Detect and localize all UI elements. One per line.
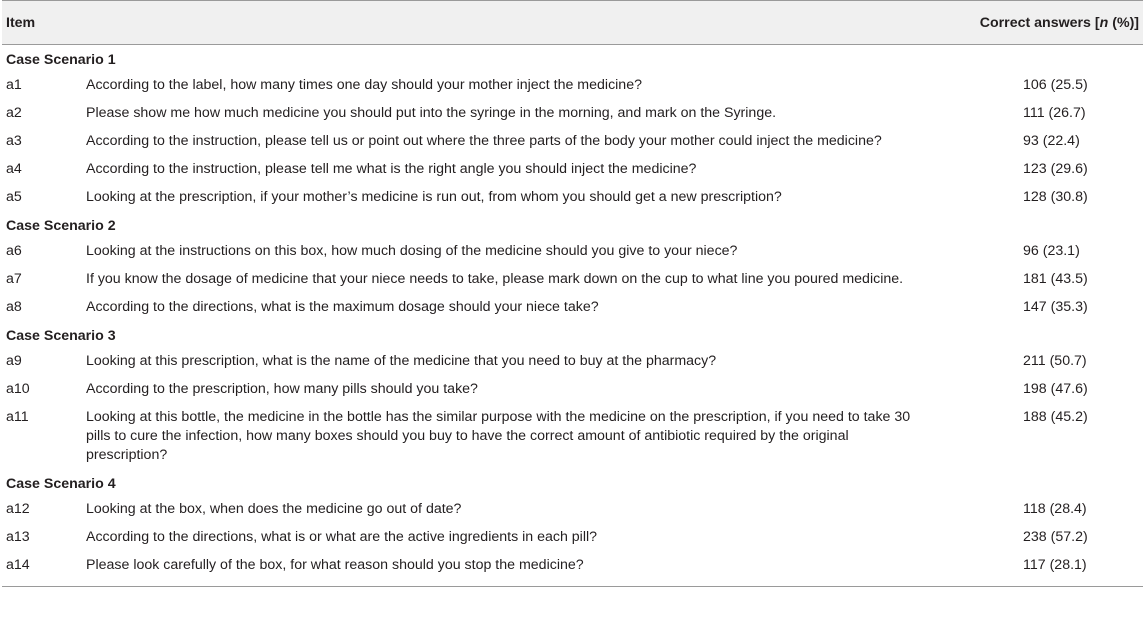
table-header — [2, 1, 1143, 45]
item-id: a12 — [6, 501, 30, 517]
item-id: a14 — [2, 551, 82, 587]
header-answers-suffix: (%)] — [1108, 14, 1140, 31]
section-row — [2, 211, 1143, 237]
table-row — [2, 127, 1143, 155]
results-table — [2, 0, 1143, 587]
correct-answers-value: 106 (25.5) — [1023, 77, 1088, 93]
table-row — [2, 551, 1143, 587]
question-text: According to the label, how many times one day should your mother inject the medicine? — [86, 77, 642, 93]
header-correct-answers — [932, 1, 1143, 45]
table-row — [2, 183, 1143, 211]
correct-answers-value: 188 (45.2) — [1023, 409, 1088, 425]
table-row — [2, 347, 1143, 375]
question-text: According to the prescription, how many pills should you take? — [86, 381, 478, 397]
section-title: Case Scenario 1 — [6, 52, 116, 68]
correct-answers-value: 93 (22.4) — [1023, 133, 1080, 149]
correct-answers-value: 117 (28.1) — [932, 551, 1143, 587]
item-id: a13 — [6, 529, 30, 545]
correct-answers-value: 96 (23.1) — [1023, 243, 1080, 259]
table-row — [2, 71, 1143, 99]
section-row — [2, 321, 1143, 347]
item-id: a4 — [6, 161, 22, 177]
item-id: a8 — [6, 299, 22, 315]
question-text: According to the directions, what is or what are the active ingredients in each pill? — [86, 529, 598, 545]
section-row — [2, 469, 1143, 495]
table-row — [2, 99, 1143, 127]
question-text: Looking at the prescription, if your mother’s medicine is run out, from whom you should get a new prescription? — [86, 189, 782, 205]
section-title: Case Scenario 2 — [6, 218, 116, 234]
section-title: Case Scenario 4 — [6, 476, 116, 492]
question-text: Looking at the instructions on this box, how much dosing of the medicine should you give to your niece? — [86, 243, 738, 259]
table-row — [2, 237, 1143, 265]
header-row — [2, 1, 1143, 45]
question-text: Looking at this bottle, the medicine in the bottle has the similar purpose with the medicine on the prescription, if you need to take 30 pills to cure the infection, how many boxes should you buy to have the correct amount of antibiotic required by the original prescription? — [86, 409, 911, 463]
table-row — [2, 155, 1143, 183]
correct-answers-value: 181 (43.5) — [1023, 271, 1088, 287]
item-id: a6 — [6, 243, 22, 259]
table-row — [2, 265, 1143, 293]
table-row — [2, 523, 1143, 551]
table-body — [2, 45, 1143, 587]
correct-answers-value: 198 (47.6) — [1023, 381, 1088, 397]
item-id: a1 — [6, 77, 22, 93]
table-row — [2, 403, 1143, 469]
header-answers-prefix: Correct answers [ — [979, 14, 1100, 31]
question-text: Looking at the box, when does the medicine go out of date? — [86, 501, 462, 517]
header-answers-n: n — [1099, 14, 1109, 31]
results-table-container — [2, 0, 1143, 587]
section-row — [2, 45, 1143, 72]
correct-answers-value: 128 (30.8) — [1023, 189, 1088, 205]
item-id: a11 — [6, 409, 29, 425]
correct-answers-value: 238 (57.2) — [1023, 529, 1088, 545]
correct-answers-value: 147 (35.3) — [1023, 299, 1088, 315]
item-id: a3 — [6, 133, 22, 149]
item-id: a5 — [6, 189, 22, 205]
item-id: a10 — [6, 381, 30, 397]
section-title: Case Scenario 3 — [6, 328, 116, 344]
correct-answers-value: 118 (28.4) — [1023, 501, 1087, 517]
table-row — [2, 495, 1143, 523]
correct-answers-value: 123 (29.6) — [1023, 161, 1088, 177]
question-text: According to the directions, what is the maximum dosage should your niece take? — [86, 299, 599, 315]
correct-answers-value: 211 (50.7) — [1023, 353, 1087, 369]
question-text: If you know the dosage of medicine that your niece needs to take, please mark down on the cup to what line you poured medicine. — [86, 271, 904, 287]
correct-answers-value: 111 (26.7) — [1023, 105, 1086, 121]
header-item: Item — [2, 1, 932, 45]
item-id: a9 — [6, 353, 22, 369]
question-text: Please show me how much medicine you should put into the syringe in the morning, and mark on the Syringe. — [86, 105, 777, 121]
table-row — [2, 293, 1143, 321]
question-text: According to the instruction, please tell us or point out where the three parts of the body your mother could inject the medicine? — [86, 133, 882, 149]
question-text: According to the instruction, please tell me what is the right angle you should inject the medicine? — [86, 161, 697, 177]
item-id: a7 — [6, 271, 22, 287]
question-text: Please look carefully of the box, for what reason should you stop the medicine? — [82, 551, 932, 587]
table-row — [2, 375, 1143, 403]
item-id: a2 — [6, 105, 22, 121]
question-text: Looking at this prescription, what is the name of the medicine that you need to buy at the pharmacy? — [86, 353, 717, 369]
